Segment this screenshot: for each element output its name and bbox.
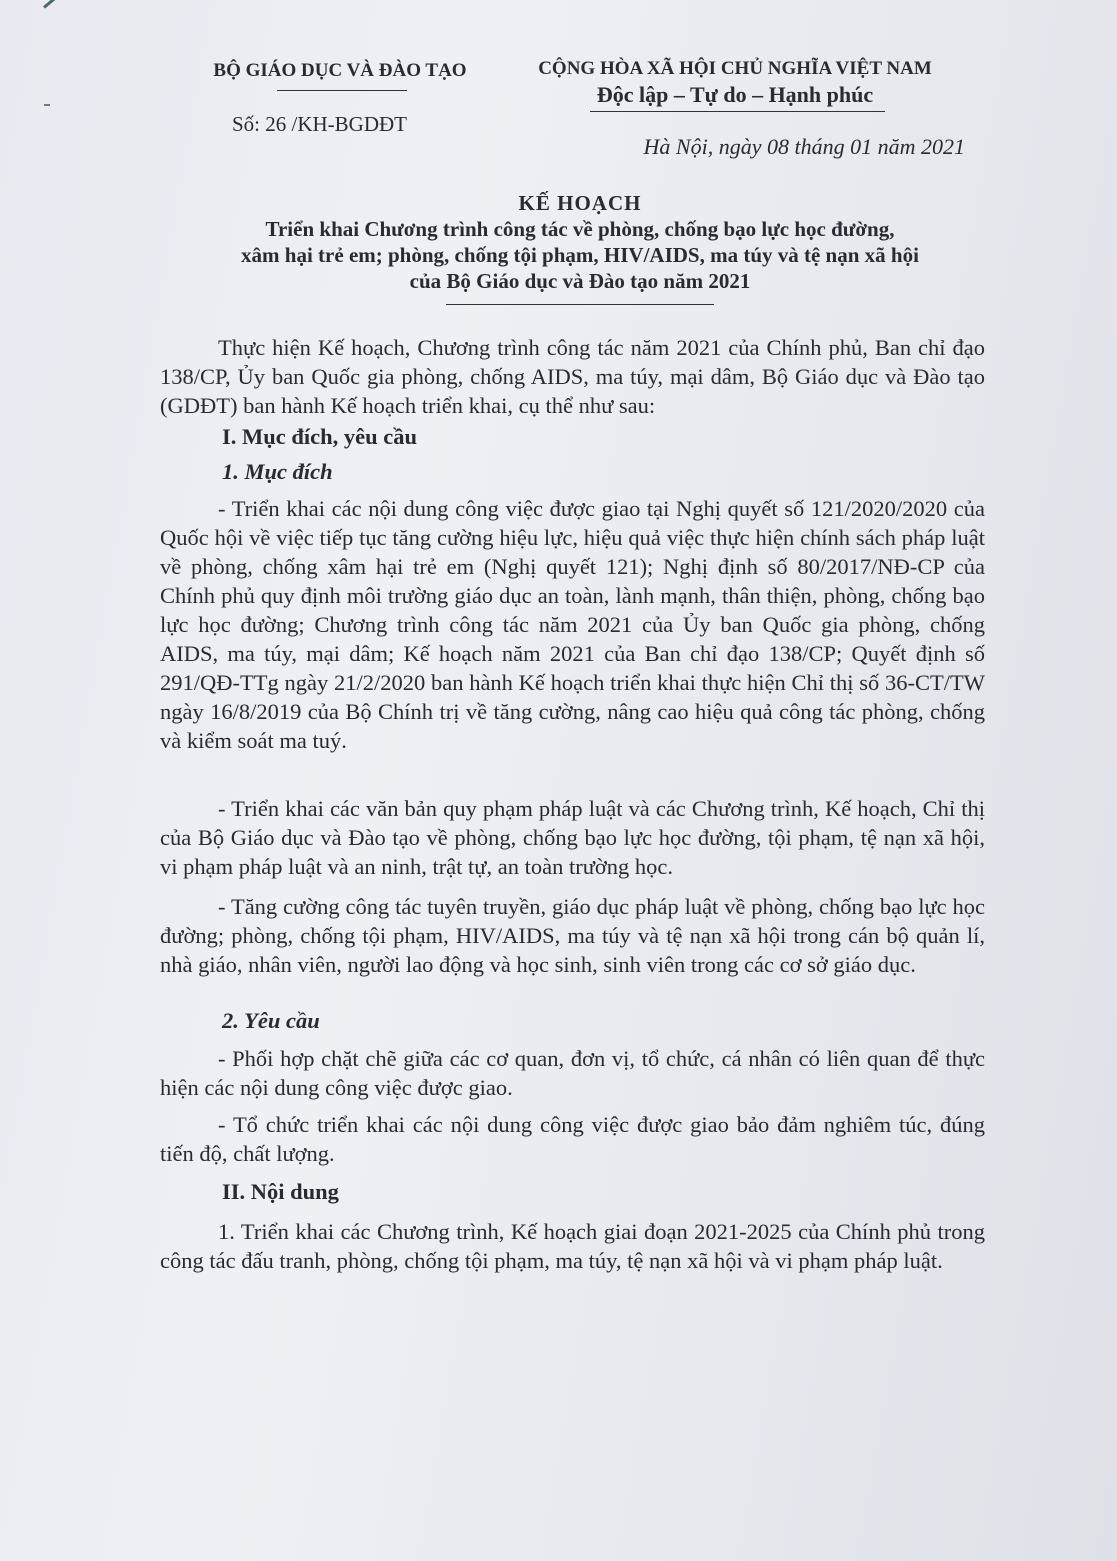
purpose-item-1-block xyxy=(160,494,985,755)
purpose-item-1: - Triển khai các nội dung công việc được giao tại Nghị quyết số 121/2020/2020 của Quốc hội về việc tiếp tục tăng cường hiệu lực, hiệu quả việc thực hiện chính sách pháp luật về phòng, chống xâm hại trẻ em (Nghị quyết 121); Nghị định số 80/2017/NĐ-CP của Chính phủ quy định môi trường giáo dục an toàn, lành mạnh, thân thiện, phòng, chống bạo lực học đường; Chương trình công tác năm 2021 của Ủy ban Quốc gia phòng, chống AIDS, ma túy, mại dâm; Kế hoạch năm 2021 của Ban chỉ đạo 138/CP; Quyết định số 291/QĐ-TTg ngày 21/2/2020 ban hành Kế hoạch triển khai thực hiện Chỉ thị số 36-CT/TW ngày 16/8/2019 của Bộ Chính trị về tăng cường, nâng cao hiệu quả công tác phòng, chống và kiểm soát ma tuý. xyxy=(160,496,985,753)
requirement-item-1-block xyxy=(160,1044,985,1102)
document-number: Số: 26 /KH-BGDĐT xyxy=(232,112,408,136)
national-title: CỘNG HÒA XÃ HỘI CHỦ NGHĨA VIỆT NAM xyxy=(538,58,932,79)
document-title: KẾ HOẠCH xyxy=(518,191,642,215)
document-subtitle-line-1: Triển khai Chương trình công tác về phòng, chống bạo lực học đường, xyxy=(265,217,895,241)
section-2-heading: II. Nội dung xyxy=(222,1179,339,1204)
section-1-1-heading: 1. Mục đích xyxy=(222,459,333,484)
title-underline xyxy=(446,304,714,305)
purpose-item-2: - Triển khai các văn bản quy phạm pháp luật và các Chương trình, Kế hoạch, Chỉ thị của Bộ Giáo dục và Đào tạo về phòng, chống bạo lực học đường, tội phạm, tệ nạn xã hội, vi phạm pháp luật và an ninh, trật tự, an toàn trường học. xyxy=(160,796,985,879)
national-motto: Độc lập – Tự do – Hạnh phúc xyxy=(596,82,874,107)
purpose-item-2-block xyxy=(160,794,985,881)
requirement-item-2-block xyxy=(160,1110,985,1168)
intro-paragraph-block xyxy=(160,333,985,420)
motto-underline xyxy=(590,111,885,112)
pen-dot xyxy=(44,104,50,106)
content-item-1: 1. Triển khai các Chương trình, Kế hoạch giai đoạn 2021-2025 của Chính phủ trong công tác đấu tranh, phòng, chống tội phạm, ma túy, tệ nạn xã hội và vi phạm pháp luật. xyxy=(160,1219,985,1273)
document-subtitle-line-3: của Bộ Giáo dục và Đào tạo năm 2021 xyxy=(409,269,751,293)
section-1-heading: I. Mục đích, yêu cầu xyxy=(222,424,418,449)
document-date: Hà Nội, ngày 08 tháng 01 năm 2021 xyxy=(643,134,965,159)
document-subtitle-line-2: xâm hại trẻ em; phòng, chống tội phạm, HIV/AIDS, ma túy và tệ nạn xã hội xyxy=(241,243,919,267)
purpose-item-3: - Tăng cường công tác tuyên truyền, giáo dục pháp luật về phòng, chống bạo lực học đường; phòng, chống tội phạm, HIV/AIDS, ma túy và tệ nạn xã hội trong cán bộ quản lí, nhà giáo, nhân viên, người lao động và học sinh, sinh viên trong các cơ sở giáo dục. xyxy=(160,894,985,977)
content-item-1-block xyxy=(160,1217,985,1275)
title-block xyxy=(140,190,1020,294)
organization-underline xyxy=(277,90,407,91)
requirement-item-1: - Phối hợp chặt chẽ giữa các cơ quan, đơn vị, tổ chức, cá nhân có liên quan để thực hiện các nội dung công việc được giao. xyxy=(160,1046,985,1100)
issuing-organization: BỘ GIÁO DỤC VÀ ĐÀO TẠO xyxy=(213,60,467,81)
requirement-item-2: - Tổ chức triển khai các nội dung công việc được giao bảo đảm nghiêm túc, đúng tiến độ, chất lượng. xyxy=(160,1112,985,1166)
purpose-item-3-block xyxy=(160,892,985,979)
intro-paragraph: Thực hiện Kế hoạch, Chương trình công tác năm 2021 của Chính phủ, Ban chỉ đạo 138/CP, Ủy ban Quốc gia phòng, chống AIDS, ma túy, mại dâm, Bộ Giáo dục và Đào tạo (GDĐT) ban hành Kế hoạch triển khai, cụ thể như sau: xyxy=(160,335,985,418)
pen-mark xyxy=(43,0,88,9)
section-1-2-heading: 2. Yêu cầu xyxy=(222,1008,320,1033)
